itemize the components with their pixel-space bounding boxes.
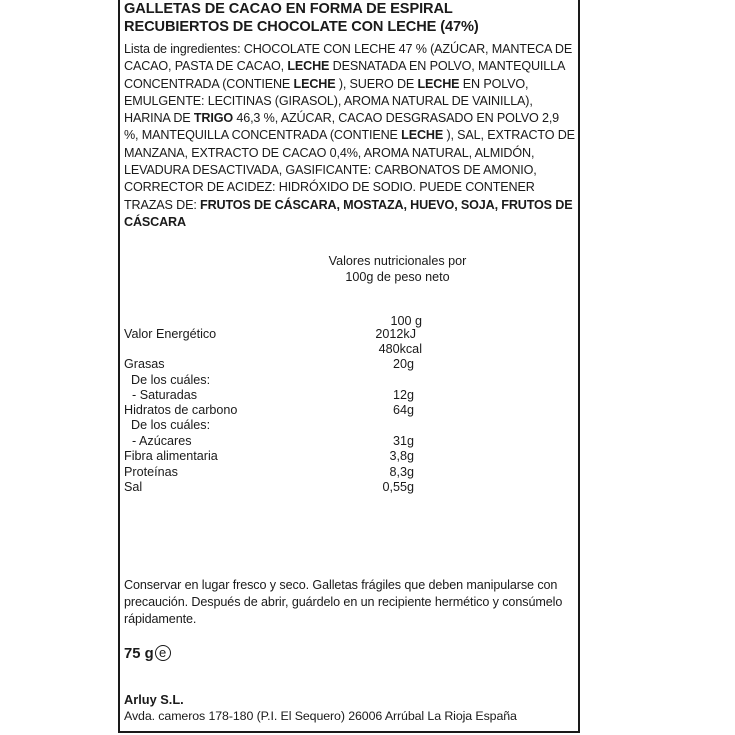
nutrient-value: 64g xyxy=(392,403,414,417)
nutrition-row xyxy=(124,373,544,389)
nutrient-label: Hidratos de carbono xyxy=(124,403,238,417)
nutrition-row xyxy=(124,403,544,419)
nutrient-value: 8,3g xyxy=(389,465,414,479)
ingredient-text: ), SAL, EXTRACTO DE MANZANA, EXTRACTO DE CACAO 0,4%, AROMA NATURAL, ALMIDÓN, LEVADURA DESACTIVADA, GASIFICANTE: CARBONATOS DE AMONIO, CORRECTOR DE ACIDEZ: HIDRÓXIDO DE SODIO. PUEDE CONTENER TRAZAS DE: xyxy=(124,128,575,212)
nutrition-row xyxy=(124,465,544,481)
nutrient-value: 480kcal xyxy=(378,342,422,356)
product-title-line1: GALLETAS DE CACAO EN FORMA DE ESPIRAL xyxy=(124,1,453,17)
allergen-text: LECHE xyxy=(417,76,460,91)
ingredients-list xyxy=(124,41,576,231)
nutrition-row xyxy=(124,418,544,434)
nutrition-header xyxy=(300,253,495,285)
manufacturer-name: Arluy S.L. xyxy=(124,692,184,707)
allergen-text: FRUTOS DE CÁSCARA, MOSTAZA, HUEVO, SOJA, FRUTOS DE CÁSCARA xyxy=(124,197,573,229)
ingredient-text: Lista de ingredientes: CHOCOLATE CON LECHE 47 % (AZÚCAR, MANTECA DE CACAO, PASTA DE CACAO, xyxy=(124,42,573,74)
nutrient-label: Sal xyxy=(124,480,143,494)
nutrition-column-header-value: 100 g xyxy=(390,314,422,328)
nutrition-row xyxy=(124,357,544,373)
manufacturer-address: Avda. cameros 178-180 (P.I. El Sequero) 26006 Arrúbal La Rioja España xyxy=(124,709,517,723)
allergen-text: LECHE xyxy=(287,59,330,74)
net-weight xyxy=(124,645,171,663)
nutrient-value: 12g xyxy=(392,388,414,402)
nutrient-value: 20g xyxy=(392,357,414,371)
nutrition-row xyxy=(124,327,544,343)
ingredient-text: DESNATADA EN POLVO, MANTEQUILLA CONCENTRADA (CONTIENE xyxy=(124,59,565,91)
nutrient-label: Valor Energético xyxy=(124,327,217,341)
product-title-line2: RECUBIERTOS DE CHOCOLATE CON LECHE (47%) xyxy=(124,19,479,35)
allergen-text: LECHE xyxy=(401,128,444,143)
nutrient-label: Proteínas xyxy=(124,465,178,479)
ingredient-text: EN POLVO, EMULGENTE: LECITINAS (GIRASOL), AROMA NATURAL DE VAINILLA), HARINA DE xyxy=(124,76,533,126)
nutrient-label: - Saturadas xyxy=(132,388,198,402)
nutrient-label: De los cuáles: xyxy=(131,418,211,432)
allergen-text: LECHE xyxy=(293,76,336,91)
nutrition-row xyxy=(124,480,544,496)
nutrient-label: Fibra alimentaria xyxy=(124,449,218,463)
nutrition-row xyxy=(124,388,544,404)
ingredient-text: 46,3 %, AZÚCAR, CACAO DESGRASADO EN POLVO 2,9 %, MANTEQUILLA CONCENTRADA (CONTIENE xyxy=(124,111,560,143)
nutrient-label: Grasas xyxy=(124,357,165,371)
nutrition-row xyxy=(124,434,544,450)
allergen-text: TRIGO xyxy=(193,111,234,126)
product-title xyxy=(124,0,576,36)
storage-instructions: Conservar en lugar fresco y seco. Galletas frágiles que deben manipularse con precaución. Después de abrir, guárdelo en un recipiente hermético y consúmelo rápidamente. xyxy=(124,578,563,626)
nutrition-header-line2: 100g de peso neto xyxy=(345,270,450,284)
nutrition-row xyxy=(124,342,544,358)
nutrient-label: - Azúcares xyxy=(132,434,192,448)
nutrient-value: 2012kJ xyxy=(375,327,416,341)
nutrient-value: 3,8g xyxy=(389,449,414,463)
estimated-sign-icon: e xyxy=(155,645,171,661)
net-weight-value: 75 g xyxy=(124,646,154,662)
nutrition-header-line1: Valores nutricionales por xyxy=(328,254,467,268)
nutrient-value: 31g xyxy=(392,434,414,448)
nutrient-label: De los cuáles: xyxy=(131,373,211,387)
nutrition-row xyxy=(124,449,544,465)
ingredient-text: ), SUERO DE xyxy=(335,76,418,91)
nutrient-value: 0,55g xyxy=(382,480,414,494)
